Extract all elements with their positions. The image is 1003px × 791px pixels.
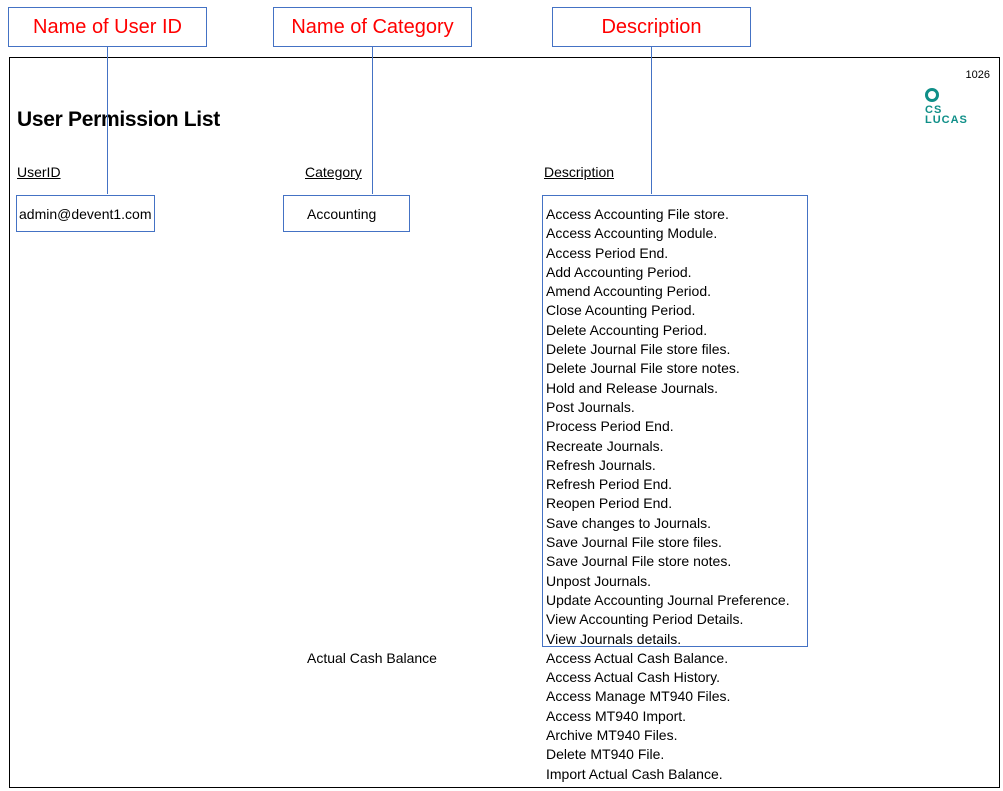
description-item: View Journals details. (546, 630, 682, 647)
page-number: 1026 (965, 69, 990, 81)
category-actual-cash-balance: Actual Cash Balance (307, 650, 437, 666)
description-item: Save changes to Journals. (546, 514, 711, 531)
description-list (546, 205, 790, 784)
description-item: View Accounting Period Details. (546, 611, 744, 628)
description-item: Delete MT940 File. (546, 746, 665, 763)
description-item: Update Accounting Journal Preference. (546, 591, 790, 608)
description-item: Archive MT940 Files. (546, 727, 678, 744)
description-item: Access Actual Cash History. (546, 669, 721, 686)
description-item: Access Manage MT940 Files. (546, 688, 731, 705)
description-item: Delete Journal File store files. (546, 341, 731, 358)
description-item: Access Accounting Module. (546, 225, 718, 242)
description-item: Add Accounting Period. (546, 263, 692, 280)
description-item: Unpost Journals. (546, 572, 652, 589)
connector-line-userid (107, 47, 108, 194)
description-item: Access Actual Cash Balance. (546, 649, 729, 666)
description-item: Access Accounting File store. (546, 206, 729, 222)
description-item: Access MT940 Import. (546, 707, 687, 724)
callout-category: Name of Category (273, 7, 472, 47)
description-item: Refresh Period End. (546, 476, 673, 493)
header-category: Category (305, 164, 362, 180)
userid-value: admin@devent1.com (19, 206, 152, 222)
logo-text-lucas: LUCAS (925, 114, 968, 126)
description-item: Post Journals. (546, 398, 635, 415)
description-item: Amend Accounting Period. (546, 283, 711, 300)
header-description: Description (544, 164, 615, 180)
description-item: Process Period End. (546, 418, 674, 435)
logo-text-cs: CS (925, 104, 943, 116)
category-accounting: Accounting (307, 206, 377, 222)
connector-line-category (372, 47, 373, 194)
description-item: Save Journal File store notes. (546, 553, 732, 570)
description-item: Refresh Journals. (546, 456, 656, 473)
report-title: User Permission List (17, 108, 220, 131)
description-item: Delete Accounting Period. (546, 321, 708, 338)
description-item: Save Journal File store files. (546, 534, 722, 551)
logo-ring-icon (925, 88, 939, 102)
description-item: Import Actual Cash Balance. (546, 765, 723, 782)
callout-description: Description (552, 7, 751, 47)
header-userid: UserID (17, 164, 61, 180)
description-item: Recreate Journals. (546, 437, 664, 454)
cs-lucas-logo (925, 88, 977, 128)
report-page (9, 57, 1000, 788)
description-item: Hold and Release Journals. (546, 379, 718, 396)
connector-line-description (651, 47, 652, 194)
description-item: Delete Journal File store notes. (546, 360, 740, 377)
description-item: Access Period End. (546, 244, 669, 261)
description-item: Reopen Period End. (546, 495, 673, 512)
description-item: Close Acounting Period. (546, 302, 696, 319)
callout-user-id: Name of User ID (8, 7, 207, 47)
